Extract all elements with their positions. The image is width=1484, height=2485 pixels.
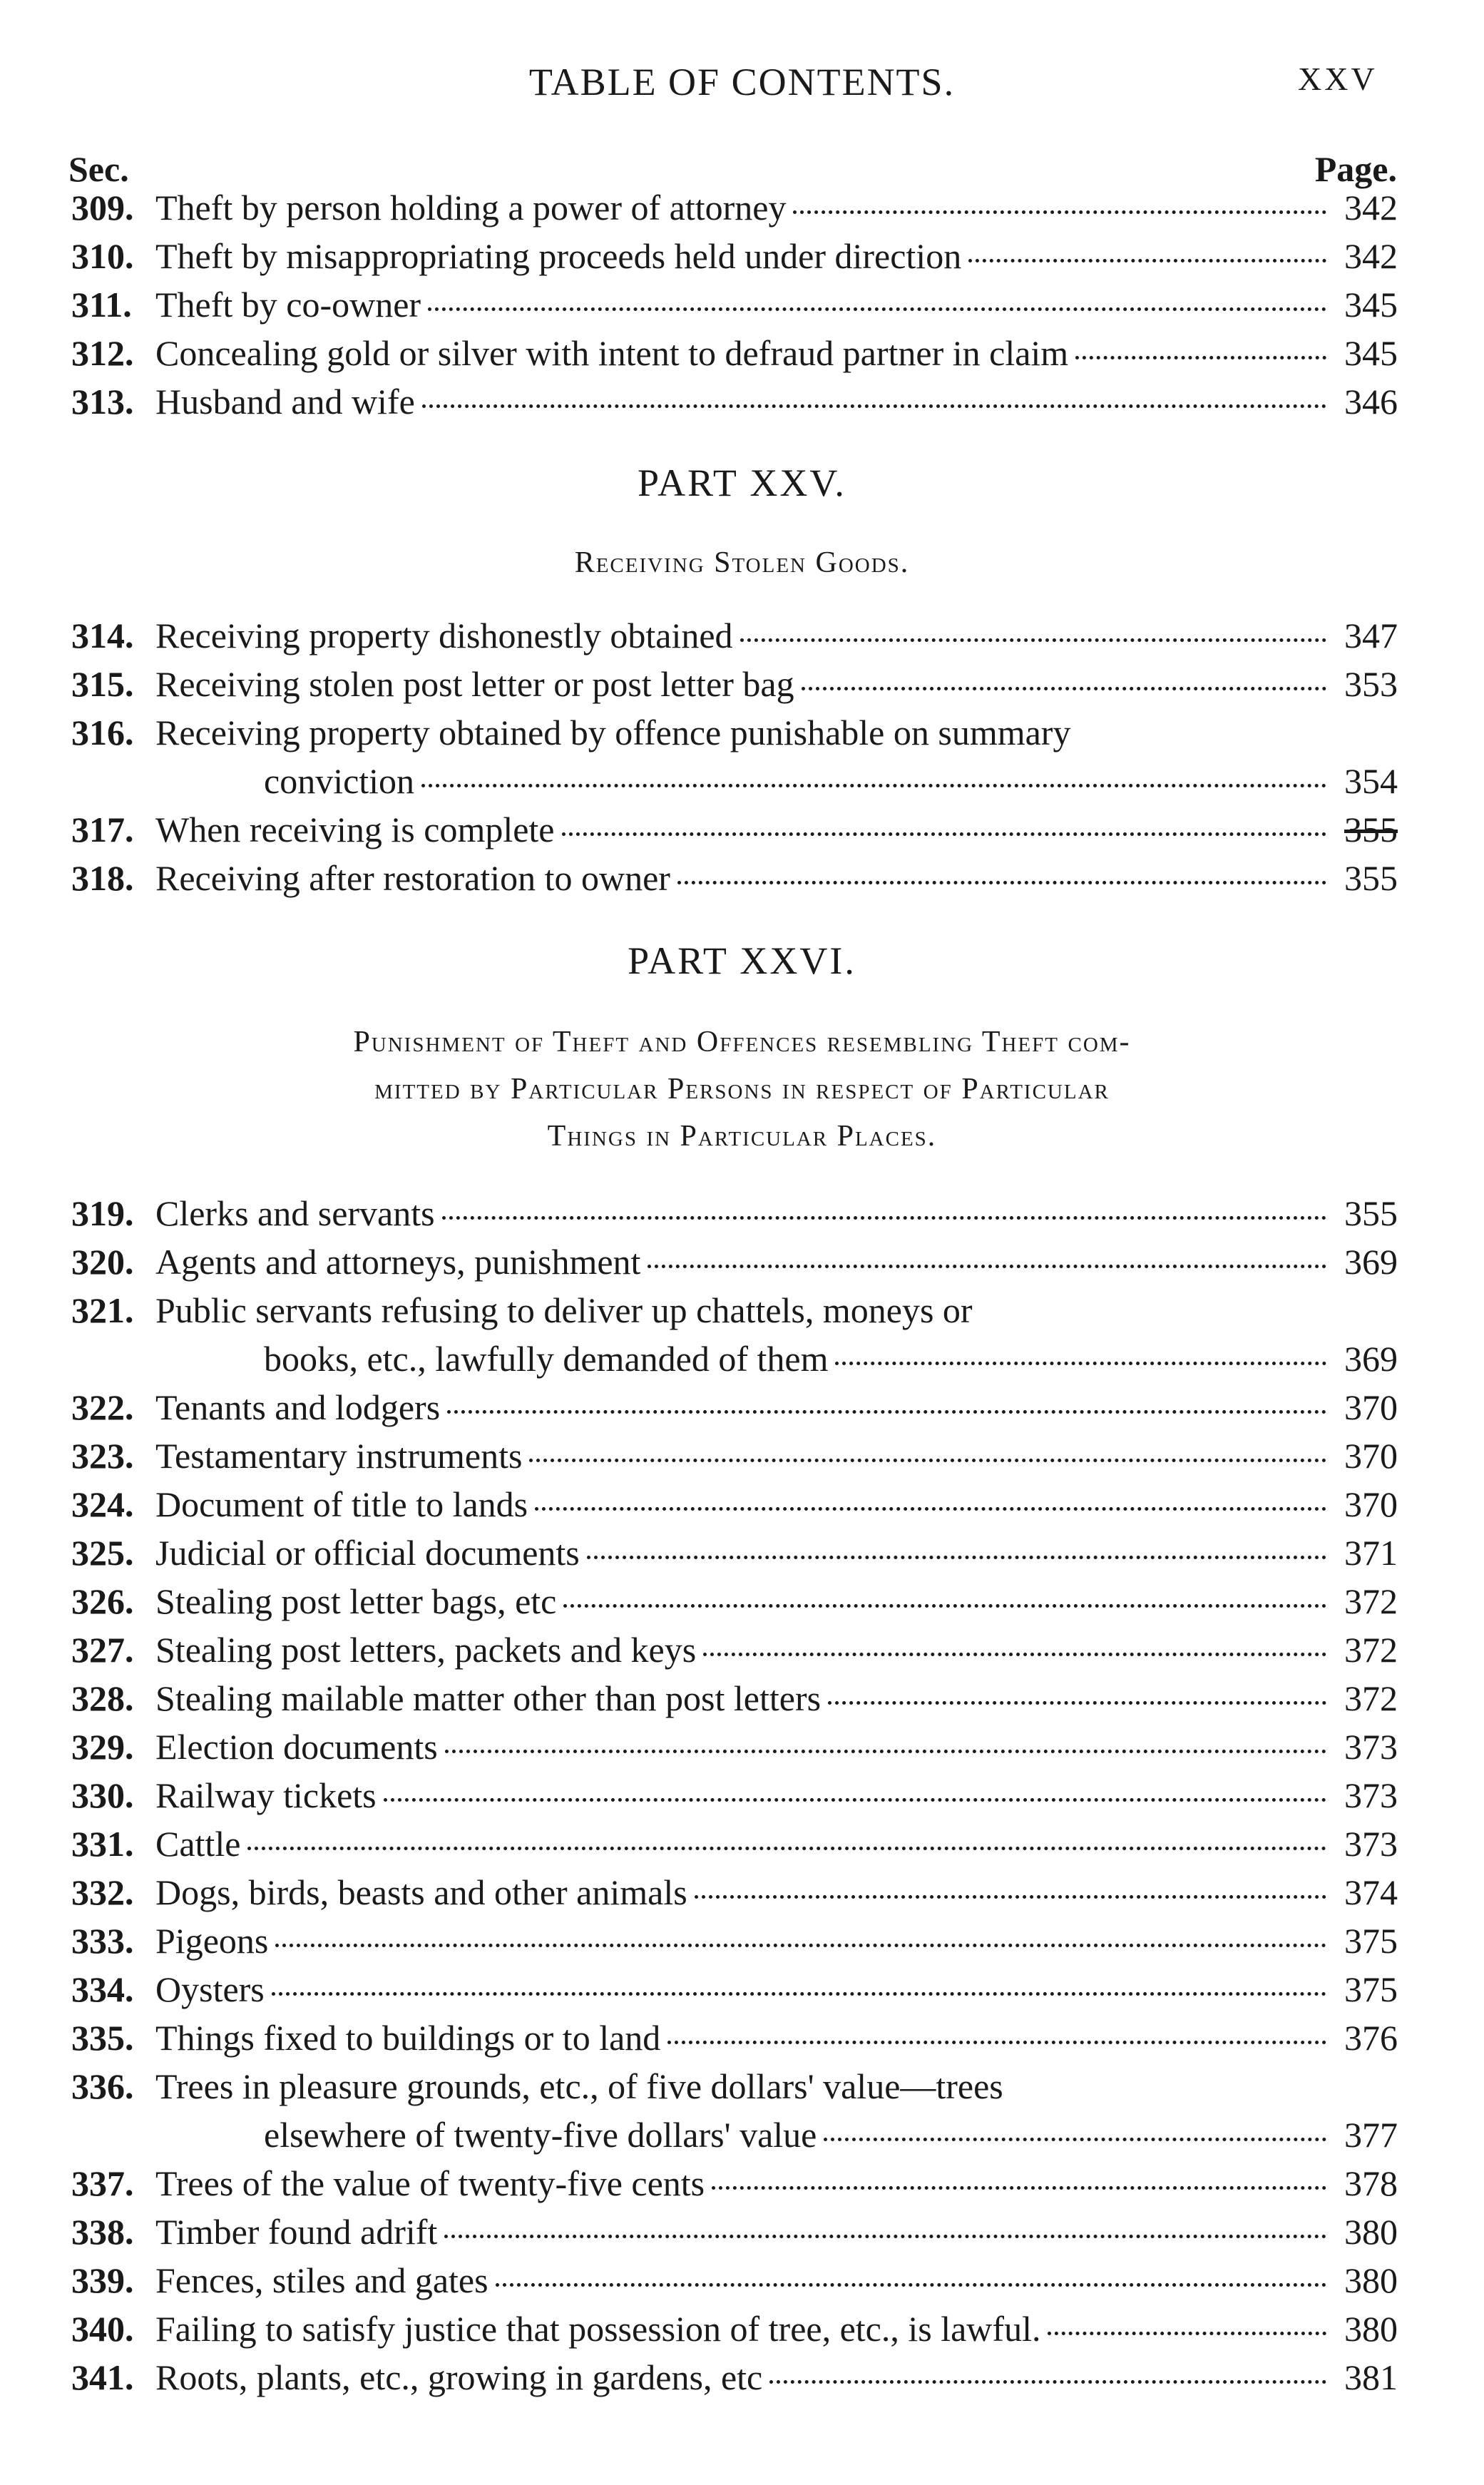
page-number: 372 <box>1344 1581 1398 1621</box>
dot-leader <box>563 1604 1326 1608</box>
page-number: 370 <box>1344 1484 1398 1524</box>
page-number: 381 <box>1344 2357 1398 2397</box>
dot-leader <box>667 2041 1326 2044</box>
section-title-continuation: elsewhere of twenty-five dollars' value <box>264 2115 817 2155</box>
page-number: 369 <box>1344 1339 1398 1379</box>
section-number: 333. <box>71 1921 134 1961</box>
section-number: 311. <box>71 285 132 325</box>
section-title: Fences, stiles and gates <box>155 2260 488 2300</box>
toc-entry-314 <box>71 615 1398 662</box>
dot-leader <box>648 1265 1326 1268</box>
toc-entry-316 <box>71 712 1398 759</box>
section-number: 326. <box>71 1581 134 1621</box>
part-heading: PART XXVI. <box>628 939 856 982</box>
page-number: 376 <box>1344 2018 1398 2058</box>
page-number: 347 <box>1344 616 1398 655</box>
dot-leader <box>835 1362 1326 1365</box>
section-title: Dogs, birds, beasts and other animals <box>155 1872 687 1912</box>
section-title: Election documents <box>155 1727 438 1767</box>
section-title: Receiving property dishonestly obtained <box>155 616 733 655</box>
section-number: 332. <box>71 1872 134 1912</box>
section-title: Cattle <box>155 1824 241 1864</box>
toc-entry-329 <box>71 1726 1398 1773</box>
section-title-continuation: conviction <box>264 761 415 801</box>
section-title: Oysters <box>155 1969 265 2009</box>
section-number: 337. <box>71 2163 134 2203</box>
dot-leader <box>421 784 1326 787</box>
dot-leader <box>968 259 1326 262</box>
dot-leader <box>272 1992 1326 1996</box>
section-number: 315. <box>71 664 134 704</box>
dot-leader <box>442 1216 1326 1220</box>
page-number: 355 <box>1344 810 1398 849</box>
section-title: Stealing post letter bags, etc <box>155 1581 557 1621</box>
dot-leader <box>769 2380 1326 2384</box>
section-number: 318. <box>71 858 134 898</box>
section-number: 312. <box>71 333 134 373</box>
section-title: Theft by person holding a power of attorney <box>155 188 787 228</box>
part-subtitle-line-2: mitted by Particular Persons in respect of Particular <box>374 1073 1110 1106</box>
toc-entry-320 <box>71 1241 1398 1288</box>
section-title: Concealing gold or silver with intent to defraud partner in claim <box>155 333 1069 373</box>
section-number: 319. <box>71 1193 134 1233</box>
page-numeral: XXV <box>1298 61 1378 97</box>
section-title: Receiving stolen post letter or post letter bag <box>155 664 794 704</box>
section-number: 320. <box>71 1242 134 1282</box>
section-title: Timber found adrift <box>155 2212 438 2252</box>
section-title: Theft by misappropriating proceeds held under direction <box>155 236 962 276</box>
section-title: Pigeons <box>155 1921 269 1961</box>
section-number: 316. <box>71 713 134 752</box>
dot-leader <box>695 1895 1326 1899</box>
toc-entry-321-continuation <box>264 1338 1398 1385</box>
toc-entry-323 <box>71 1435 1398 1482</box>
page-number: 378 <box>1344 2163 1398 2203</box>
toc-entry-322 <box>71 1387 1398 1434</box>
dot-leader <box>828 1701 1326 1705</box>
page-number: 369 <box>1344 1242 1398 1282</box>
dot-leader <box>384 1798 1326 1802</box>
section-title: Agents and attorneys, punishment <box>155 1242 641 1282</box>
toc-entry-325 <box>71 1532 1398 1579</box>
section-number: 322. <box>71 1387 134 1427</box>
section-title: Failing to satisfy justice that possession of tree, etc., is lawful. <box>155 2309 1041 2349</box>
toc-entry-335 <box>71 2017 1398 2064</box>
toc-entry-336 <box>71 2066 1398 2113</box>
section-title: Theft by co-owner <box>155 285 421 325</box>
page-number: 370 <box>1344 1387 1398 1427</box>
section-number: 339. <box>71 2260 134 2300</box>
toc-entry-341 <box>71 2357 1398 2404</box>
section-number: 328. <box>71 1678 134 1718</box>
section-title: Clerks and servants <box>155 1193 435 1233</box>
toc-entry-328 <box>71 1678 1398 1725</box>
toc-entry-338 <box>71 2211 1398 2258</box>
toc-entry-334 <box>71 1969 1398 2016</box>
toc-entry-330 <box>71 1775 1398 1822</box>
section-number: 334. <box>71 1969 134 2009</box>
section-title: Stealing post letters, packets and keys <box>155 1630 697 1670</box>
toc-entry-332 <box>71 1872 1398 1919</box>
section-title: Railway tickets <box>155 1775 377 1815</box>
section-number: 331. <box>71 1824 134 1864</box>
dot-leader <box>824 2138 1326 2141</box>
page-number: 380 <box>1344 2309 1398 2349</box>
page-number: 355 <box>1344 858 1398 898</box>
toc-entry-317 <box>71 809 1398 856</box>
toc-entry-316-continuation <box>264 760 1398 807</box>
section-title: Trees of the value of twenty-five cents <box>155 2163 705 2203</box>
toc-entry-327 <box>71 1629 1398 1676</box>
page-number: 372 <box>1344 1630 1398 1670</box>
page-number: 346 <box>1344 382 1398 422</box>
section-title: Receiving after restoration to owner <box>155 858 670 898</box>
toc-entry-310 <box>71 235 1398 282</box>
section-number: 335. <box>71 2018 134 2058</box>
page-number: 374 <box>1344 1872 1398 1912</box>
section-title: Public servants refusing to deliver up chattels, moneys or <box>155 1290 973 1330</box>
dot-leader <box>1075 356 1326 359</box>
toc-entry-326 <box>71 1581 1398 1628</box>
page-number: 355 <box>1344 1193 1398 1233</box>
section-title: Things fixed to buildings or to land <box>155 2018 661 2058</box>
page-number: 380 <box>1344 2212 1398 2252</box>
dot-leader <box>802 687 1326 690</box>
dot-leader <box>535 1507 1326 1511</box>
toc-entry-312 <box>71 332 1398 379</box>
page-number: 345 <box>1344 333 1398 373</box>
part-subtitle: Receiving Stolen Goods. <box>574 546 910 579</box>
dot-leader <box>422 404 1326 408</box>
section-title: Receiving property obtained by offence punishable on summary <box>155 713 1071 752</box>
section-title: Testamentary instruments <box>155 1436 523 1476</box>
dot-leader <box>247 1847 1326 1850</box>
page-number: 380 <box>1344 2260 1398 2300</box>
page-number: 342 <box>1344 236 1398 276</box>
part-subtitle-line-3: Things in Particular Places. <box>547 1120 937 1153</box>
toc-entry-321 <box>71 1290 1398 1337</box>
section-number: 313. <box>71 382 134 422</box>
part-subtitle-line-1: Punishment of Theft and Offences resembling Theft com- <box>353 1026 1131 1058</box>
dot-leader <box>447 1410 1326 1414</box>
dot-leader <box>428 307 1326 311</box>
page-number: 345 <box>1344 285 1398 325</box>
page-number: 353 <box>1344 664 1398 704</box>
toc-entry-319 <box>71 1193 1398 1240</box>
section-column-label: Sec. <box>68 149 129 189</box>
section-number: 309. <box>71 188 134 228</box>
section-number: 310. <box>71 236 134 276</box>
toc-entry-315 <box>71 663 1398 710</box>
dot-leader <box>562 832 1327 836</box>
dot-leader <box>445 1750 1326 1753</box>
section-title: When receiving is complete <box>155 810 555 849</box>
page-number: 342 <box>1344 188 1398 228</box>
toc-entry-337 <box>71 2163 1398 2210</box>
page-number: 375 <box>1344 1921 1398 1961</box>
section-number: 330. <box>71 1775 134 1815</box>
section-title: Roots, plants, etc., growing in gardens, etc <box>155 2357 763 2397</box>
section-title: Tenants and lodgers <box>155 1387 441 1427</box>
page-number: 372 <box>1344 1678 1398 1718</box>
toc-entry-339 <box>71 2260 1398 2307</box>
section-number: 341. <box>71 2357 134 2397</box>
page-number: 354 <box>1344 761 1398 801</box>
section-number: 314. <box>71 616 134 655</box>
page-header-title: TABLE OF CONTENTS. <box>528 61 956 103</box>
dot-leader <box>677 881 1326 884</box>
dot-leader <box>444 2235 1326 2238</box>
section-number: 321. <box>71 1290 134 1330</box>
section-number: 317. <box>71 810 134 849</box>
part-heading: PART XXV. <box>638 461 846 504</box>
toc-entry-309 <box>71 187 1398 234</box>
section-number: 327. <box>71 1630 134 1670</box>
page-number: 371 <box>1344 1533 1398 1573</box>
page-number: 373 <box>1344 1775 1398 1815</box>
section-number: 336. <box>71 2066 134 2106</box>
page-number: 377 <box>1344 2115 1398 2155</box>
toc-entry-331 <box>71 1823 1398 1870</box>
section-title-continuation: books, etc., lawfully demanded of them <box>264 1339 829 1379</box>
dot-leader <box>587 1556 1326 1559</box>
toc-entry-333 <box>71 1920 1398 1967</box>
section-title: Trees in pleasure grounds, etc., of five dollars' value—trees <box>155 2066 1003 2106</box>
dot-leader <box>793 210 1326 214</box>
section-title: Stealing mailable matter other than post letters <box>155 1678 822 1718</box>
dot-leader <box>740 638 1326 642</box>
page-column-label: Page. <box>1314 149 1397 189</box>
dot-leader <box>1048 2332 1326 2335</box>
page-number: 373 <box>1344 1824 1398 1864</box>
section-number: 325. <box>71 1533 134 1573</box>
toc-entry-318 <box>71 857 1398 904</box>
toc-entry-311 <box>71 284 1398 331</box>
section-title: Document of title to lands <box>155 1484 528 1524</box>
toc-entry-340 <box>71 2308 1398 2355</box>
page-number: 370 <box>1344 1436 1398 1476</box>
dot-leader <box>712 2186 1326 2190</box>
toc-entry-313 <box>71 381 1398 428</box>
dot-leader <box>496 2283 1326 2287</box>
section-number: 329. <box>71 1727 134 1767</box>
page-number: 375 <box>1344 1969 1398 2009</box>
dot-leader <box>529 1459 1326 1462</box>
section-number: 338. <box>71 2212 134 2252</box>
dot-leader <box>703 1653 1326 1656</box>
section-title: Husband and wife <box>155 382 415 422</box>
toc-entry-324 <box>71 1484 1398 1531</box>
section-number: 324. <box>71 1484 134 1524</box>
section-number: 340. <box>71 2309 134 2349</box>
dot-leader <box>275 1944 1326 1947</box>
page-number: 373 <box>1344 1727 1398 1767</box>
section-title: Judicial or official documents <box>155 1533 580 1573</box>
toc-entry-336-continuation <box>264 2114 1398 2161</box>
section-number: 323. <box>71 1436 134 1476</box>
